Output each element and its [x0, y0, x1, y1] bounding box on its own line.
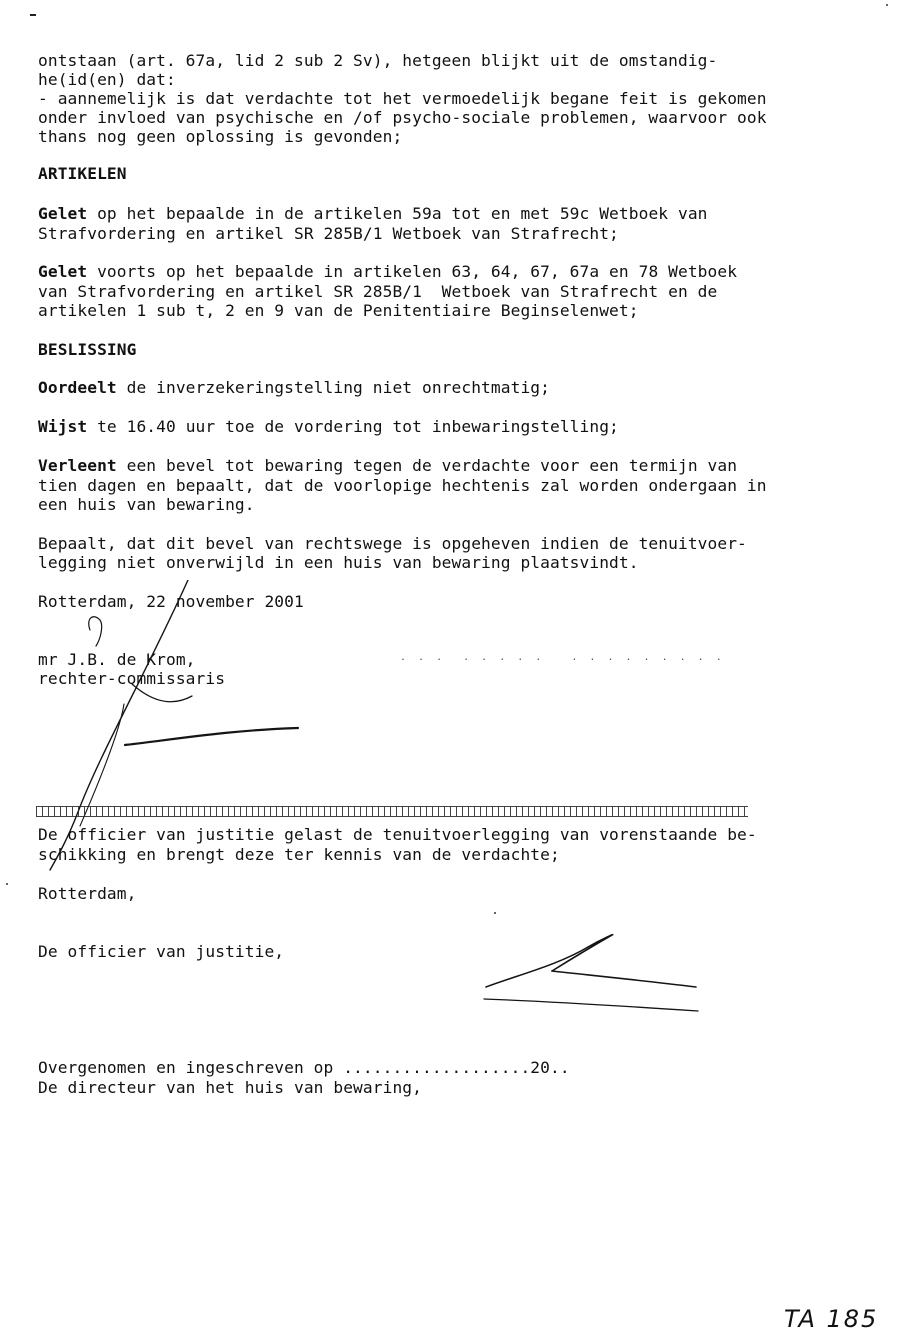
artikelen-p2-line1 — [38, 262, 737, 282]
footer-line2: De directeur van het huis van bewaring, — [38, 1078, 422, 1097]
scan-speck — [886, 4, 888, 6]
intro-line-3: - aannemelijk is dat verdachte tot het vermoedelijk begane feit is gekomen — [38, 89, 767, 108]
officier-text-line2: schikking en brengt deze ter kennis van de verdachte; — [38, 845, 560, 864]
beslissing-heading: BESLISSING — [38, 340, 137, 359]
artikelen-p1-rest: op het bepaalde in de artikelen 59a tot en met 59c Wetboek van — [87, 204, 708, 223]
artikelen-p2-line2: van Strafvordering en artikel SR 285B/1 Wetboek van Strafrecht en de — [38, 282, 718, 301]
beslissing-p4-line2: legging niet onverwijld in een huis van bewaring plaatsvindt. — [38, 553, 639, 572]
judge-name: mr J.B. de Krom, — [38, 650, 196, 669]
artikelen-p2-line3: artikelen 1 sub t, 2 en 9 van de Penitentiaire Beginselenwet; — [38, 301, 639, 320]
artikelen-p1-line1 — [38, 204, 708, 224]
beslissing-p1-rest: de inverzekeringstelling niet onrechtmatig; — [116, 378, 550, 397]
section-divider — [36, 806, 748, 817]
intro-line-5: thans nog geen oplossing is gevonden; — [38, 127, 403, 146]
judge-place-date: Rotterdam, 22 november 2001 — [38, 592, 304, 611]
beslissing-p4-line1: Bepaalt, dat dit bevel van rechtswege is opgeheven indien de tenuitvoer- — [38, 534, 747, 553]
beslissing-p1 — [38, 378, 550, 398]
officier-place: Rotterdam, — [38, 884, 137, 903]
beslissing-p3-line1 — [38, 456, 737, 476]
scan-speck — [6, 883, 8, 885]
judge-role: rechter-commissaris — [38, 669, 226, 688]
officier-text-line1: De officier van justitie gelast de tenuitvoerlegging van vorenstaande be- — [38, 825, 757, 844]
artikelen-p1-lead: Gelet — [38, 204, 88, 223]
beslissing-p3-lead: Verleent — [38, 456, 117, 475]
intro-line-4: onder invloed van psychische en /of psycho-sociale problemen, waarvoor ook — [38, 108, 767, 127]
beslissing-p3-line2: tien dagen en bepaalt, dat de voorlopige hechtenis zal worden ondergaan in — [38, 476, 767, 495]
footer-line1: Overgenomen en ingeschreven op ...................20.. — [38, 1058, 570, 1077]
artikelen-p1-line2: Strafvordering en artikel SR 285B/1 Wetboek van Strafrecht; — [38, 224, 619, 243]
beslissing-p2 — [38, 417, 619, 437]
officier-title: De officier van justitie, — [38, 942, 285, 961]
beslissing-p3-line3: een huis van bewaring. — [38, 495, 255, 514]
intro-line-1: ontstaan (art. 67a, lid 2 sub 2 Sv), hetgeen blijkt uit de omstandig- — [38, 51, 718, 70]
artikelen-heading: ARTIKELEN — [38, 164, 127, 183]
beslissing-p3-rest: een bevel tot bewaring tegen de verdachte voor een termijn van — [116, 456, 738, 475]
beslissing-p2-rest: te 16.40 uur toe de vordering tot inbewaringstelling; — [87, 417, 619, 436]
intro-line-2: he(id(en) dat: — [38, 70, 176, 89]
dotted-trail: . . . . . . . . . . . . . . . . . — [400, 652, 725, 663]
officier-signature — [478, 925, 718, 1025]
artikelen-p2-rest: voorts op het bepaalde in artikelen 63, 64, 67, 67a en 78 Wetboek — [87, 262, 738, 281]
page-annotation: TA 185 — [784, 1305, 879, 1333]
beslissing-p1-lead: Oordeelt — [38, 378, 117, 397]
scan-speck — [494, 912, 496, 914]
margin-mark — [30, 14, 36, 16]
artikelen-p2-lead: Gelet — [38, 262, 88, 281]
beslissing-p2-lead: Wijst — [38, 417, 88, 436]
